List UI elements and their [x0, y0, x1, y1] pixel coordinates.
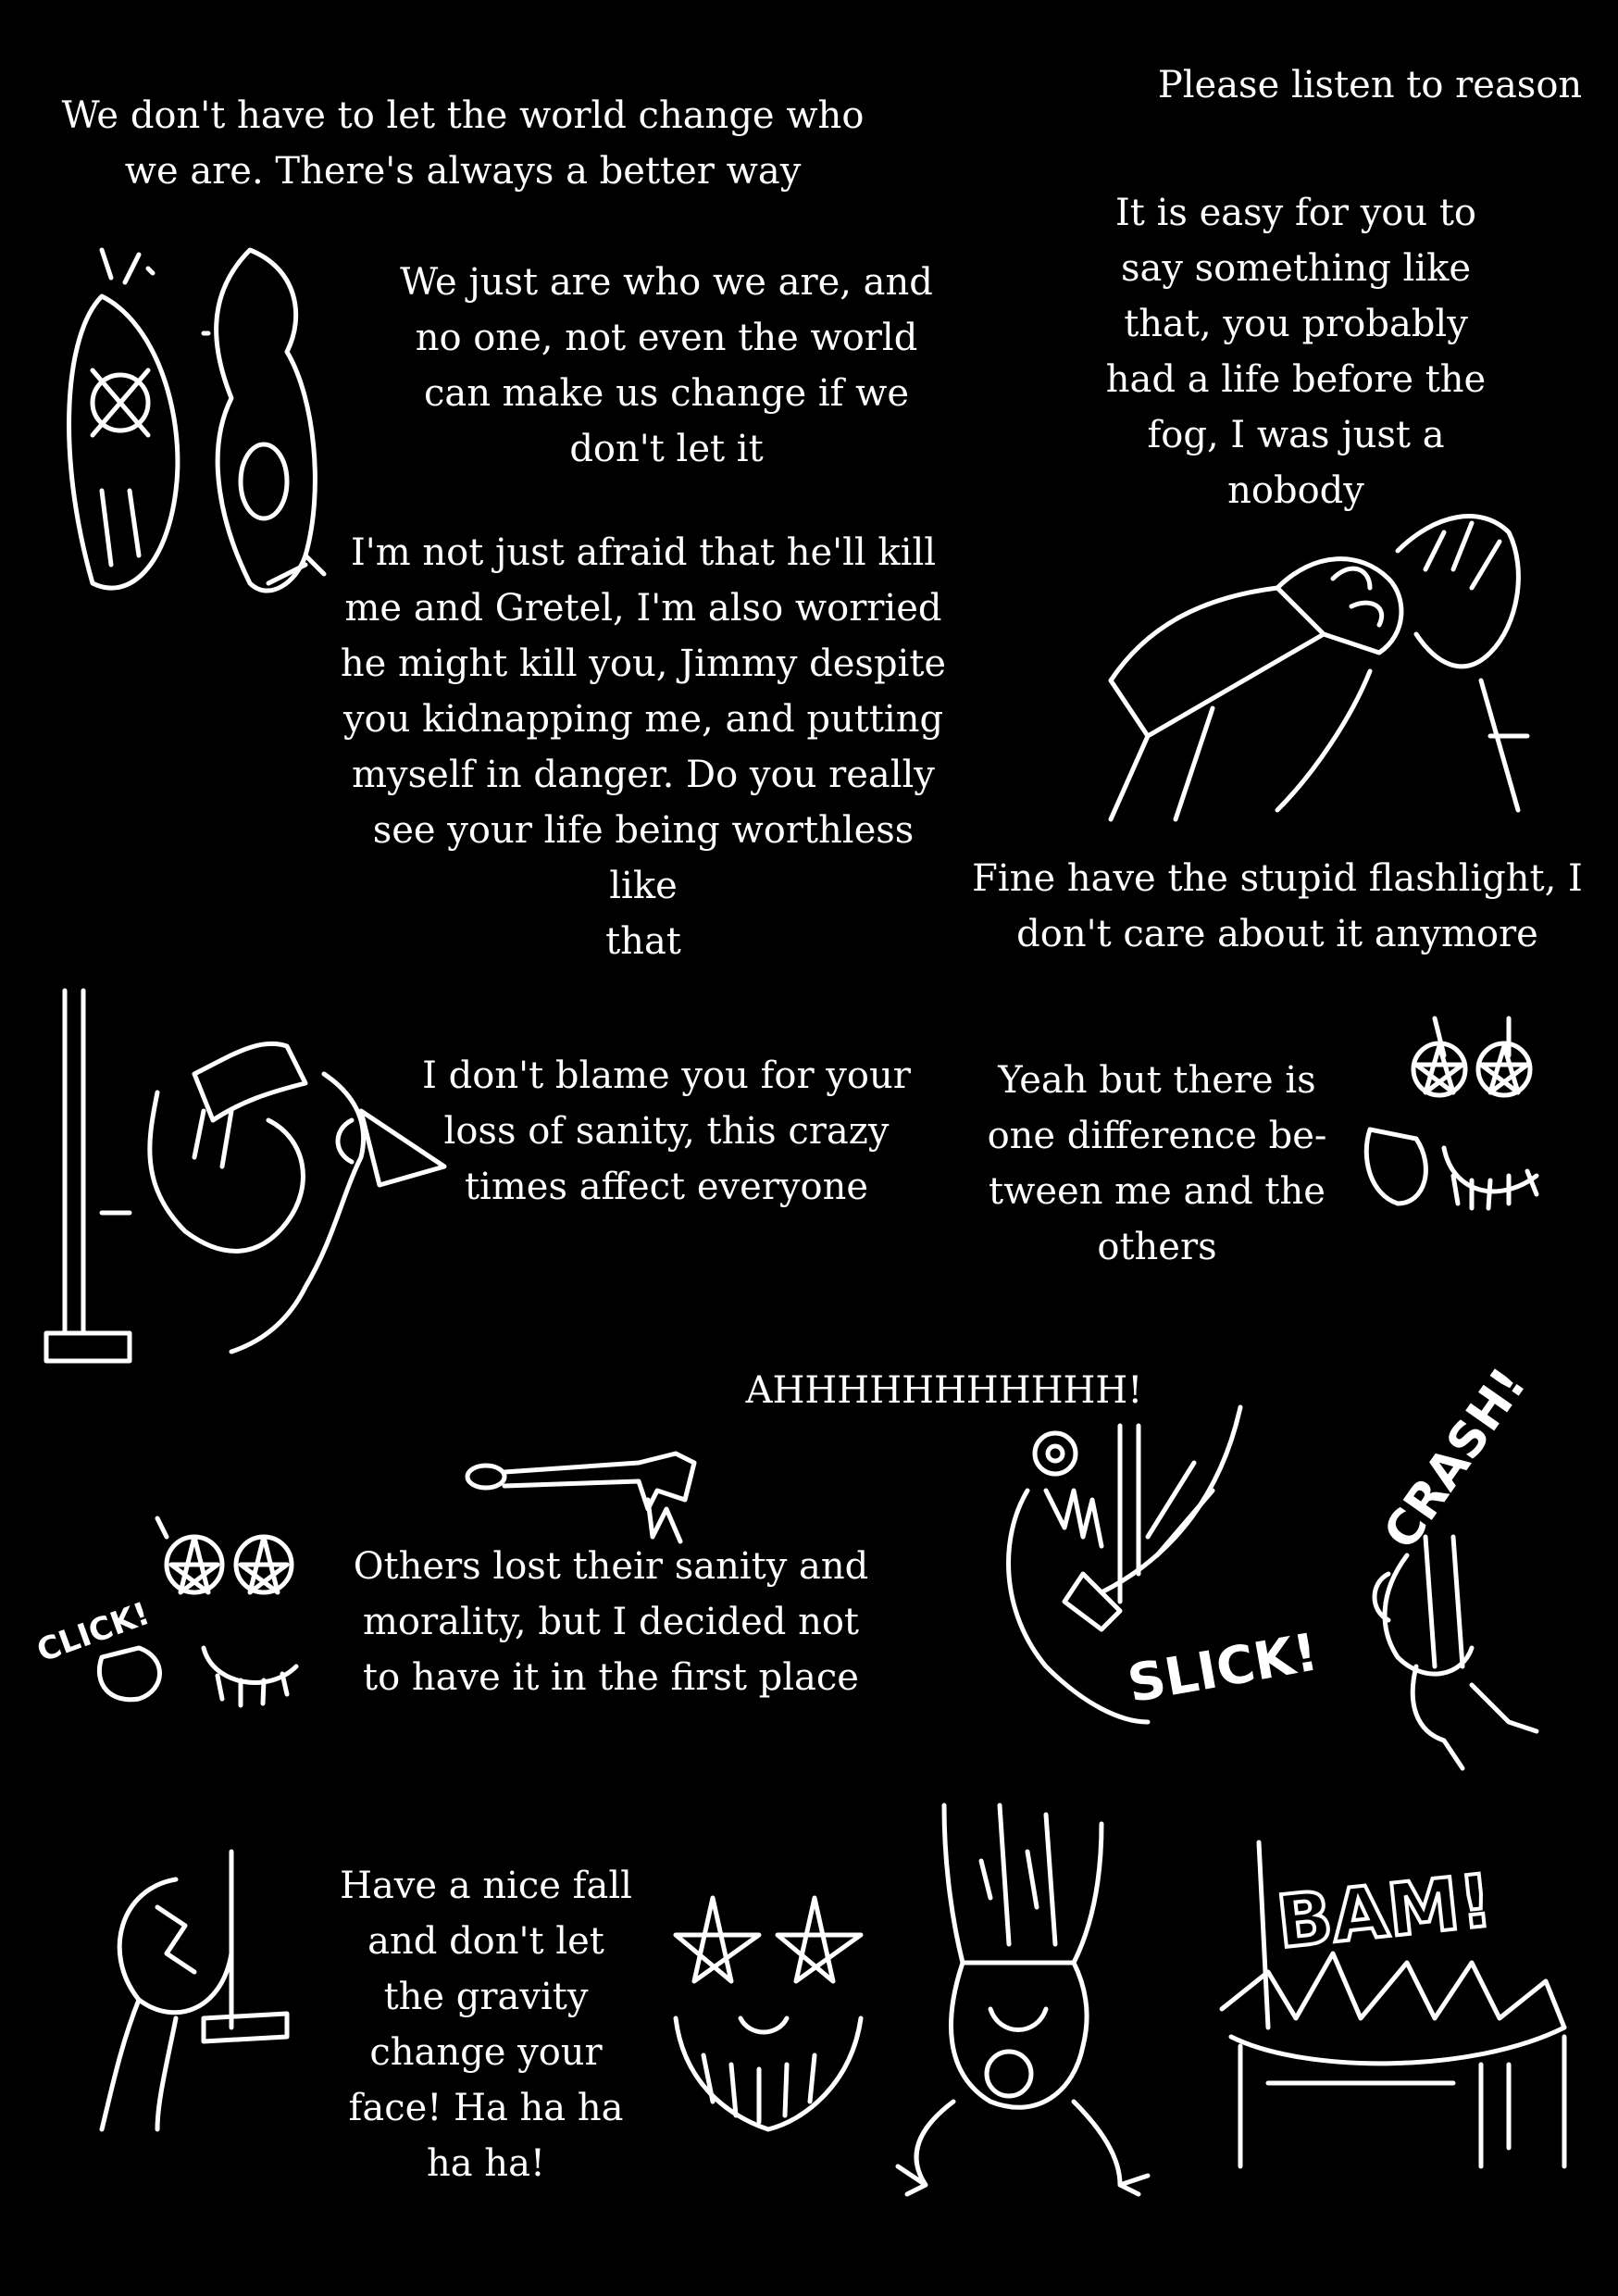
caption-nice-fall: Have a nice fall and don't let the gravity change your face! Ha ha ha ha ha!	[340, 1865, 632, 2185]
caption-who-we-are: We just are who we are, and no one, not even the world can make us change if we don't let it	[400, 261, 933, 470]
sketch-grinning-skull	[1351, 1009, 1583, 1231]
caption-easy-for-you: It is easy for you to say something like that, you probably had a life before the fog, I was just a nobody	[1105, 192, 1487, 512]
sfx-bam-text: BAM!	[1273, 1859, 1497, 1965]
sfx-crash-text: CRASH!	[1373, 1358, 1537, 1560]
sketch-two-masks	[37, 213, 342, 611]
sketch-crash-figure	[1324, 1296, 1564, 1778]
sketch-falling-figure	[889, 1796, 1166, 2203]
caption-dont-blame: I don't blame you for your loss of sanity, this crazy times affect everyone	[422, 1054, 911, 1208]
sketch-door-flashlight	[46, 981, 463, 1370]
sketch-star-eye-skull	[657, 1879, 870, 2139]
sketch-click-skull	[31, 1500, 315, 1713]
sketch-flashlight	[463, 1444, 713, 1546]
sfx-slick-text: SLICK!	[1123, 1622, 1323, 1716]
caption-scream: AHHHHHHHHHHH!	[745, 1369, 1143, 1412]
sfx-click-text: CLICK!	[31, 1594, 155, 1670]
caption-afraid: I'm not just afraid that he'll kill me and Gretel, I'm also worried he might kill you, Jimmy despite you kidnapping me, and putting myself in danger. Do you really see your life being worthless like that	[340, 531, 947, 963]
sketch-slick-stab	[990, 1389, 1323, 1741]
caption-please-listen: Please listen to reason	[1157, 64, 1583, 106]
caption-flashlight: Fine have the stupid flashlight, I don't care about it anymore	[972, 857, 1583, 955]
sketch-bam-impact	[1213, 1842, 1583, 2176]
caption-others-lost: Others lost their sanity and morality, but I decided not to have it in the first place	[353, 1545, 869, 1699]
caption-difference: Yeah but there is one difference be- tween me and the others	[987, 1059, 1327, 1268]
caption-world-change: We don't have to let the world change who we are. There's always a better way	[61, 94, 865, 193]
sketch-hands-grab	[1092, 495, 1537, 829]
sketch-hand-door	[83, 1842, 305, 2139]
